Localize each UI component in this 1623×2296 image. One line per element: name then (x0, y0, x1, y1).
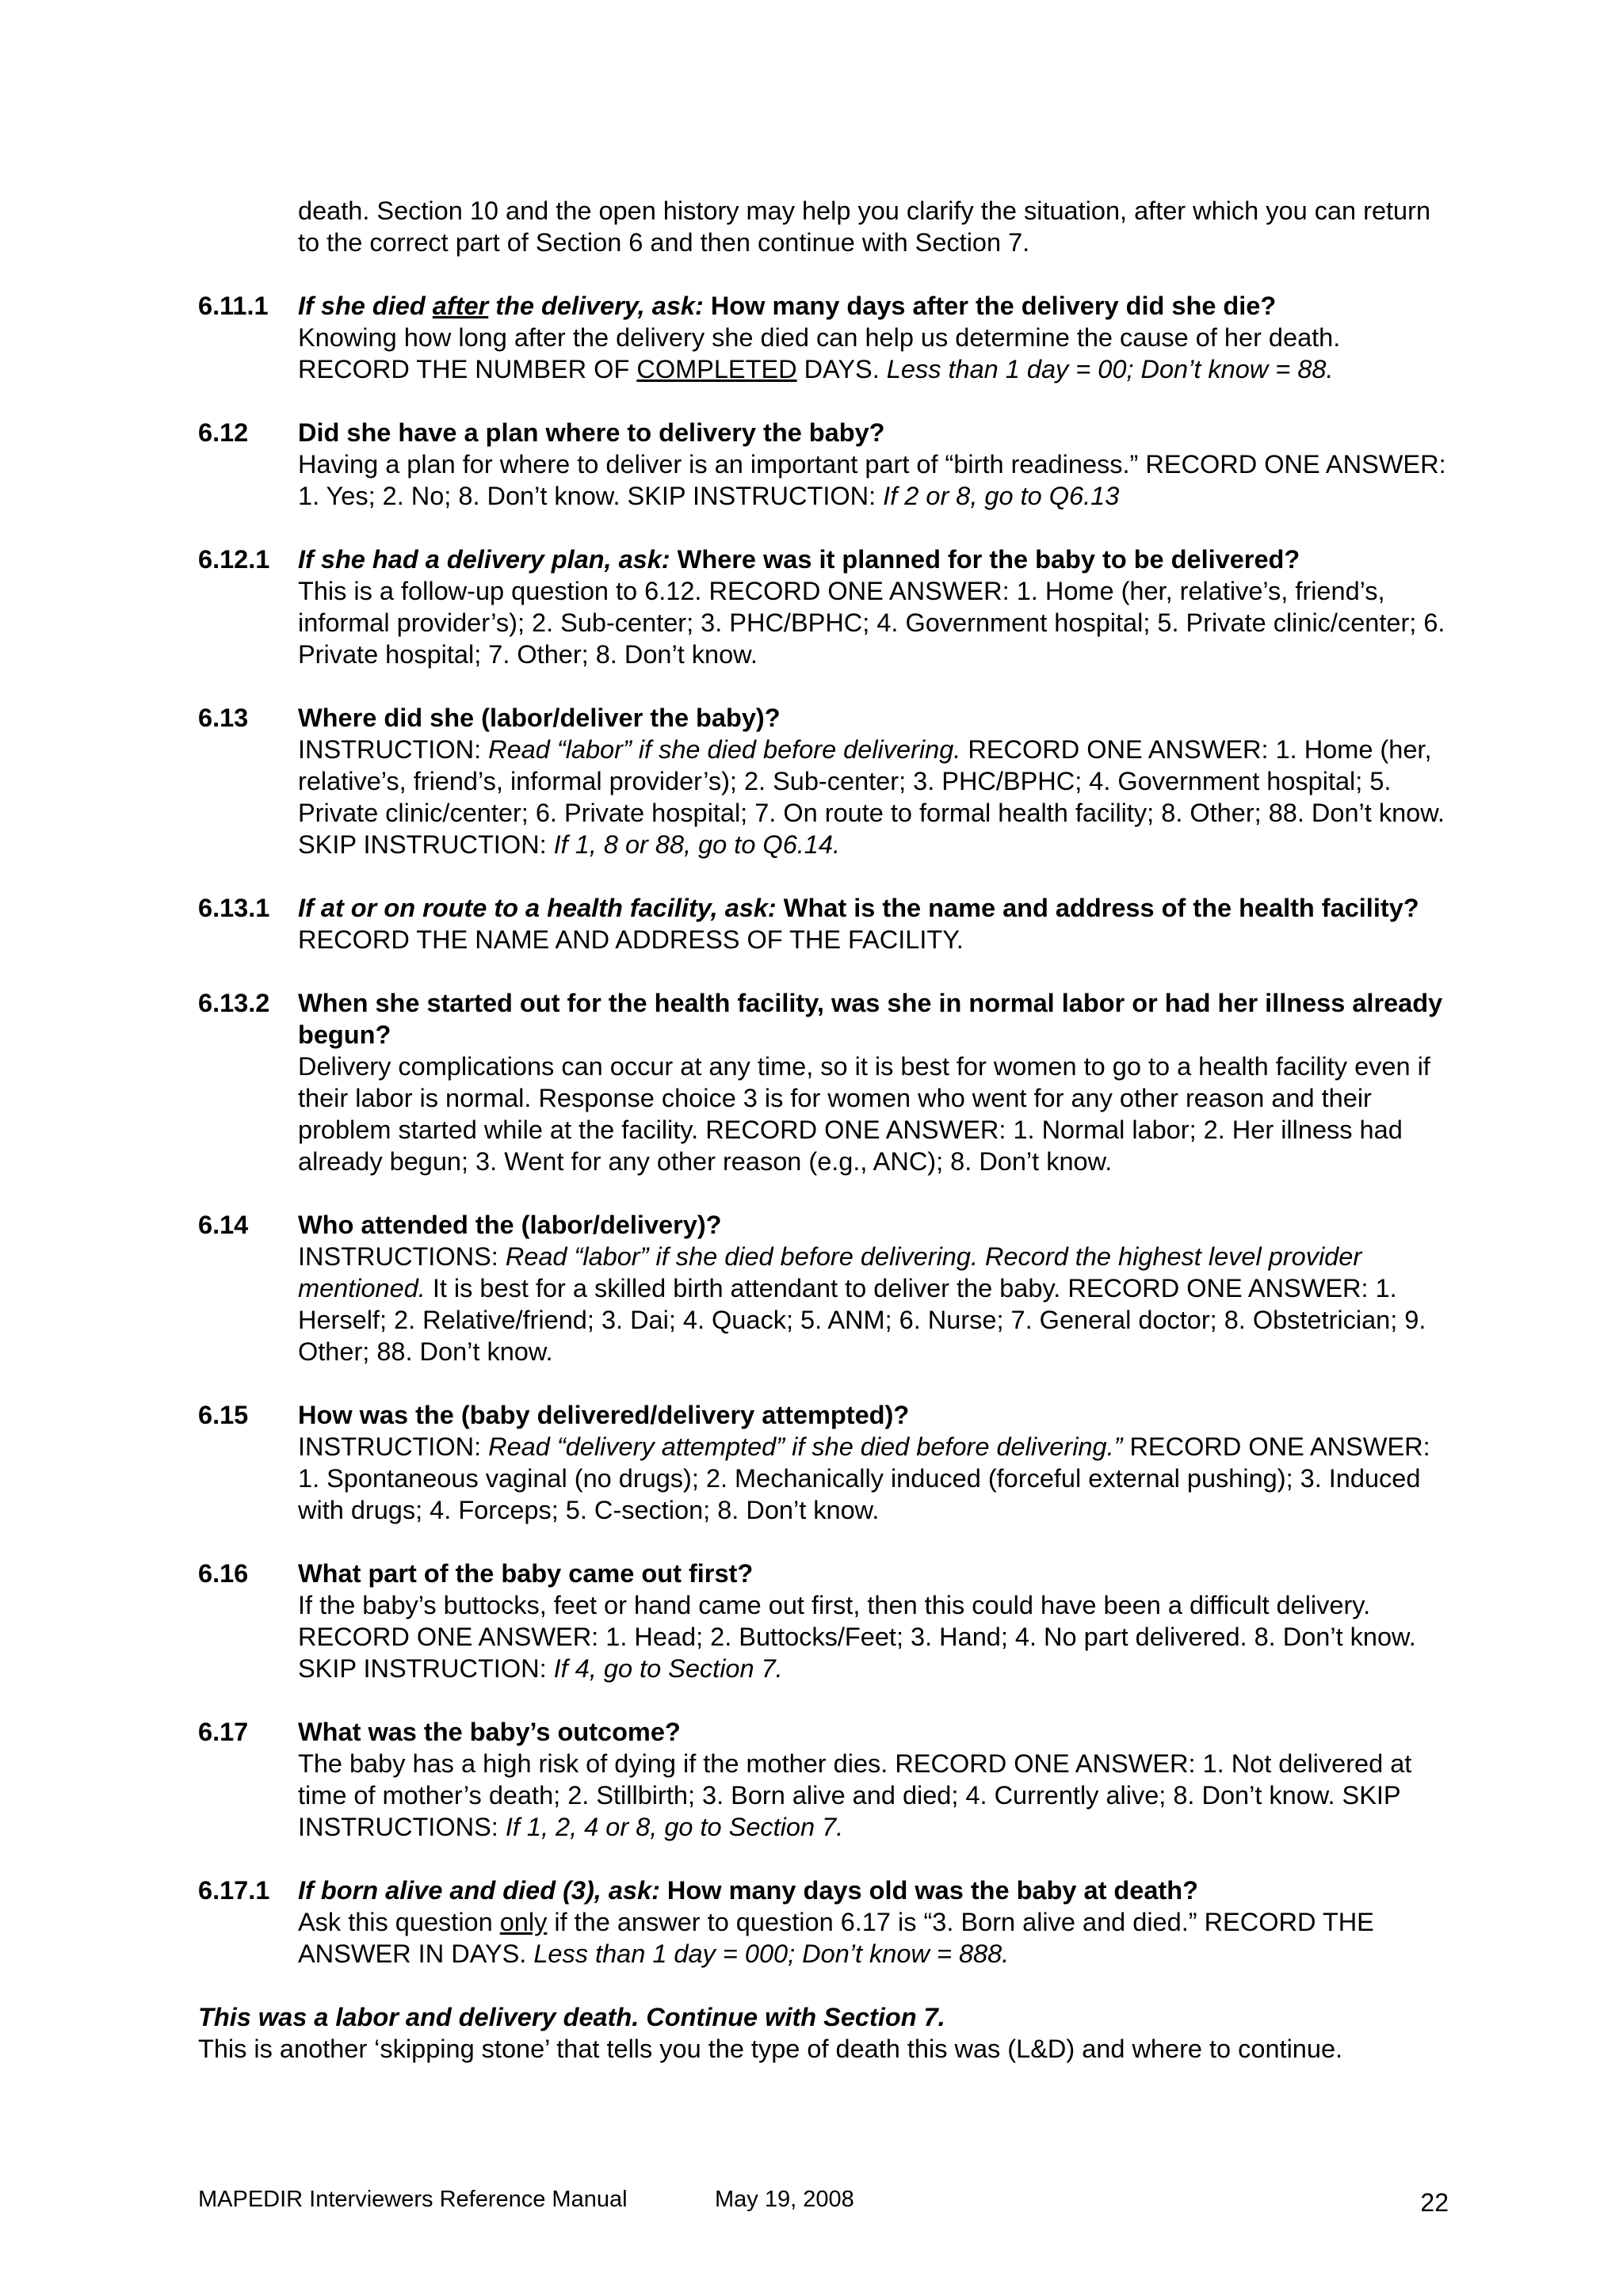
body-text: INSTRUCTION: (298, 735, 489, 764)
closing-heading: This was a labor and delivery death. Continue with Section 7. (198, 2003, 945, 2031)
question-number: 6.13.2 (198, 989, 270, 1017)
body-italic: Less than 1 day = 000; Don’t know = 888. (533, 1939, 1010, 1968)
question-number: 6.17 (198, 1718, 249, 1746)
question-title: What part of the baby came out first? (298, 1559, 754, 1588)
question-text: How many days old was the baby at death? (659, 1876, 1198, 1905)
question-body (298, 1431, 1450, 1526)
question-number: 6.12 (198, 418, 249, 447)
question-title: When she started out for the health facility, was she in normal labor or had her illness already begun? (298, 989, 1443, 1049)
question-number: 6.15 (198, 1401, 249, 1429)
body-text: It is best for a skilled birth attendant to deliver the baby. RECORD ONE ANSWER: 1. Herself; 2. Relative/friend; 3. Dai; 4. Quack; 5. ANM; 6. Nurse; 7. General doctor; 8. Obstetrician; 9. Other; 88. Don’t know. (298, 1274, 1426, 1366)
question-6-15 (198, 1399, 1450, 1526)
body-text: INSTRUCTIONS: (298, 1242, 506, 1271)
body-text: DAYS. (796, 355, 887, 383)
body-italic: Read “labor” if she died before delivering. Record the highest level provider mentioned. (298, 1242, 1362, 1302)
question-body: This is a follow-up question to 6.12. RECORD ONE ANSWER: 1. Home (her, relative’s, friend’s, informal provider’s); 2. Sub-center; 3. PHC/BPHC; 4. Government hospital; 5. Private clinic/center; 6. Private hospital; 7. Other; 8. Don’t know. (298, 577, 1445, 669)
question-title: How was the (baby delivered/delivery attempted)? (298, 1401, 910, 1429)
question-6-17-1 (198, 1875, 1450, 1970)
body-text: if the answer to question 6.17 is “3. Born alive and died.” RECORD THE ANSWER IN DAYS. (298, 1908, 1374, 1968)
question-title: What was the baby’s outcome? (298, 1718, 681, 1746)
body-text: Knowing how long after the delivery she died can help us determine the cause of her death. RECORD THE NUMBER OF (298, 323, 1341, 383)
question-body (298, 322, 1450, 385)
question-title (298, 543, 1450, 575)
question-number: 6.16 (198, 1559, 249, 1588)
condition-text: If at or on route to a health facility, ask: (298, 894, 777, 922)
question-6-11-1 (198, 290, 1450, 385)
question-body (298, 448, 1450, 512)
question-body (298, 1589, 1450, 1684)
question-6-13-1 (198, 892, 1450, 955)
body-underlined: only (499, 1908, 548, 1936)
question-number: 6.14 (198, 1211, 249, 1239)
page-content (198, 195, 1450, 2065)
condition-underlined: after (432, 292, 489, 320)
body-underlined: COMPLETED (636, 355, 797, 383)
question-body (298, 734, 1450, 860)
body-text: RECORD ONE ANSWER: 1. Home (her, relative’s, friend’s, informal provider’s); 2. Sub-center; 3. PHC/BPHC; 4. Government hospital; 5. Private clinic/center; 6. Private hospital; 7. On route to formal health facility; 8. Other; 88. Don’t know. SKIP INSTRUCTION: (298, 735, 1445, 859)
question-title (298, 892, 1450, 955)
question-6-13-2 (198, 987, 1450, 1177)
question-number: 6.17.1 (198, 1876, 270, 1905)
condition-text: If she had a delivery plan, ask: (298, 545, 670, 574)
question-text: Where was it planned for the baby to be delivered? (670, 545, 1300, 574)
body-text: RECORD ONE ANSWER: 1. Spontaneous vaginal (no drugs); 2. Mechanically induced (forceful external pushing); 3. Induced with drugs; 4. Forceps; 5. C-section; 8. Don’t know. (298, 1432, 1430, 1524)
page-number: 22 (1420, 2188, 1449, 2217)
question-body (298, 1748, 1450, 1843)
closing-section (198, 2001, 1450, 2065)
question-title: Who attended the (labor/delivery)? (298, 1211, 722, 1239)
question-6-16 (198, 1558, 1450, 1684)
intro-paragraph: death. Section 10 and the open history may help you clarify the situation, after which you can return to the correct part of Section 6 and then continue with Section 7. (298, 196, 1431, 257)
question-6-13 (198, 702, 1450, 860)
question-body (298, 1241, 1450, 1367)
body-italic: Read “labor” if she died before delivering. (488, 735, 961, 764)
question-title: Where did she (labor/deliver the baby)? (298, 704, 781, 732)
body-text: Having a plan for where to deliver is an important part of “birth readiness.” RECORD ONE ANSWER: 1. Yes; 2. No; 8. Don’t know. SKIP INSTRUCTION: (298, 450, 1446, 510)
body-text: If the baby’s buttocks, feet or hand came out first, then this could have been a difficult delivery. RECORD ONE ANSWER: 1. Head; 2. Buttocks/Feet; 3. Hand; 4. No part delivered. 8. Don’t know. SKIP INSTRUCTION: (298, 1591, 1416, 1683)
question-6-17 (198, 1716, 1450, 1843)
condition-text: If born alive and died (3), ask: (298, 1876, 660, 1905)
question-6-14 (198, 1209, 1450, 1367)
body-italic: If 2 or 8, go to Q6.13 (883, 482, 1120, 510)
body-text: Ask this question (298, 1908, 500, 1936)
condition-text: If she died (298, 292, 433, 320)
question-6-12 (198, 417, 1450, 512)
body-italic: If 1, 8 or 88, go to Q6.14. (553, 830, 840, 859)
body-italic: If 1, 2, 4 or 8, go to Section 7. (505, 1813, 844, 1841)
question-number: 6.13 (198, 704, 249, 732)
closing-text: This is another ‘skipping stone’ that tells you the type of death this was (L&D) and where to continue. (198, 2035, 1343, 2063)
body-italic: If 4, go to Section 7. (553, 1654, 783, 1683)
body-italic: Less than 1 day = 00; Don’t know = 88. (886, 355, 1334, 383)
body-text: RECORD THE NAME AND ADDRESS OF THE FACILITY. (298, 925, 964, 954)
question-title: Did she have a plan where to delivery the baby? (298, 418, 885, 447)
question-title (298, 290, 1450, 322)
question-text: What is the name and address of the health facility? (776, 894, 1419, 922)
question-title (298, 1875, 1450, 1906)
question-body: Delivery complications can occur at any time, so it is best for women to go to a health facility even if their labor is normal. Response choice 3 is for women who went for any other reason and their problem started while at the facility. RECORD ONE ANSWER: 1. Normal labor; 2. Her illness had already begun; 3. Went for any other reason (e.g., ANC); 8. Don’t know. (298, 1052, 1430, 1176)
body-text: INSTRUCTION: (298, 1432, 489, 1461)
question-body (298, 1906, 1450, 1970)
question-number: 6.13.1 (198, 894, 270, 922)
body-text: The baby has a high risk of dying if the mother dies. RECORD ONE ANSWER: 1. Not delivered at time of mother’s death; 2. Stillbirth; 3. Born alive and died; 4. Currently alive; 8. Don’t know. SKIP INSTRUCTIONS: (298, 1749, 1412, 1841)
question-number: 6.11.1 (198, 292, 269, 320)
question-number: 6.12.1 (198, 545, 270, 574)
footer-date: May 19, 2008 (715, 2187, 854, 2212)
question-text: How many days after the delivery did she die? (703, 292, 1277, 320)
condition-text: the delivery, ask: (488, 292, 704, 320)
footer-manual-title: MAPEDIR Interviewers Reference Manual (198, 2187, 628, 2212)
body-italic: Read “delivery attempted” if she died before delivering.” (488, 1432, 1123, 1461)
question-6-12-1 (198, 543, 1450, 670)
